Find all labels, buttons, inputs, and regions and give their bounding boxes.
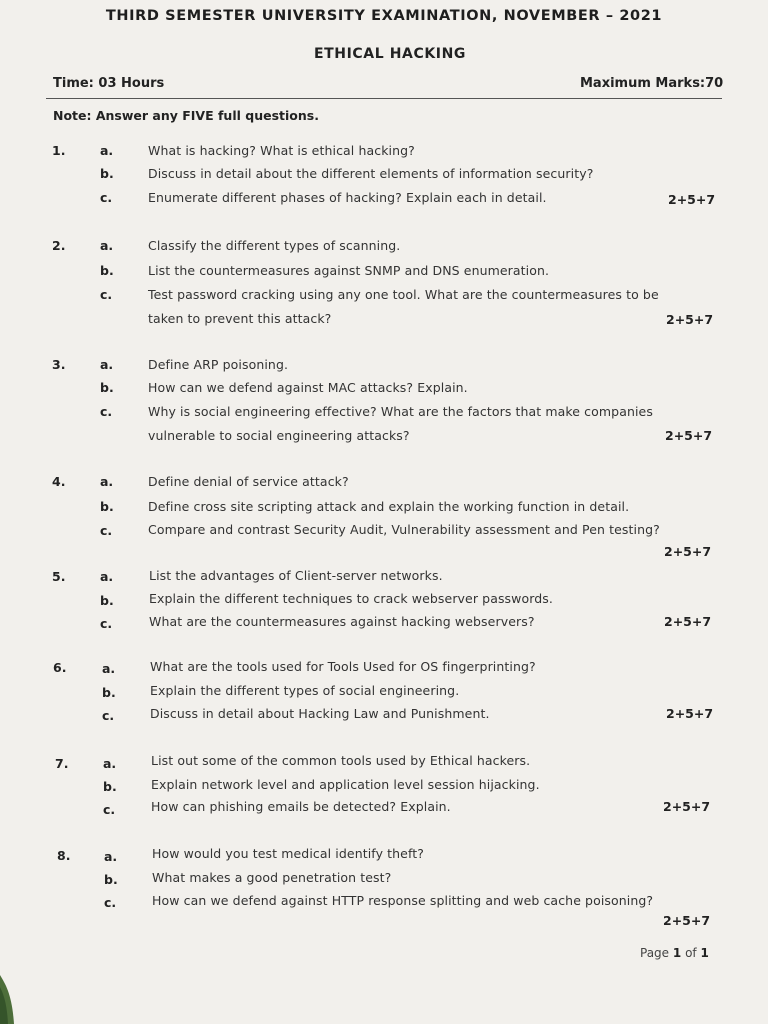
leaf-corner-image <box>0 975 16 1024</box>
question-text: Explain the different types of social engineering. <box>150 683 460 698</box>
question-number: 8. <box>57 848 71 863</box>
question-text: Define ARP poisoning. <box>148 357 289 372</box>
marks-allocation: 2+5+7 <box>666 312 714 327</box>
time-label: Time: 03 Hours <box>53 76 165 91</box>
part-label: a. <box>100 357 114 372</box>
question-text-continued: vulnerable to social engineering attacks? <box>148 428 410 443</box>
part-label: c. <box>102 708 115 723</box>
part-label: a. <box>100 238 114 253</box>
part-label: b. <box>100 380 114 395</box>
question-text: What are the countermeasures against hacking webservers? <box>149 614 535 629</box>
question-number: 3. <box>52 357 66 372</box>
part-label: c. <box>100 190 113 205</box>
question-number: 2. <box>52 238 66 253</box>
question-text: How would you test medical identify theft? <box>152 846 424 861</box>
marks-allocation: 2+5+7 <box>663 913 711 928</box>
question-text: Discuss in detail about the different elements of information security? <box>148 166 594 181</box>
question-text: What makes a good penetration test? <box>152 870 392 885</box>
part-label: a. <box>102 661 116 676</box>
question-text: List the advantages of Client-server networks. <box>149 568 443 583</box>
question-number: 4. <box>52 474 66 489</box>
question-text: Define cross site scripting attack and explain the working function in detail. <box>148 499 630 514</box>
marks-allocation: 2+5+7 <box>666 706 714 721</box>
subject-title: ETHICAL HACKING <box>313 46 467 62</box>
question-number: 5. <box>52 569 66 584</box>
of-word: of <box>685 946 697 960</box>
question-text: Explain network level and application level session hijacking. <box>151 777 540 792</box>
page-number: 1 <box>672 946 682 960</box>
part-label: a. <box>100 474 114 489</box>
part-label: a. <box>103 756 117 771</box>
question-text: How can phishing emails be detected? Explain. <box>151 799 451 814</box>
question-text: What are the tools used for Tools Used for OS fingerprinting? <box>150 659 536 674</box>
part-label: c. <box>100 616 113 631</box>
part-label: b. <box>100 166 114 181</box>
question-text: How can we defend against MAC attacks? Explain. <box>148 380 468 395</box>
question-number: 1. <box>52 143 66 158</box>
marks-allocation: 2+5+7 <box>664 544 712 559</box>
marks-allocation: 2+5+7 <box>668 192 716 207</box>
question-text: Define denial of service attack? <box>148 474 349 489</box>
question-text: Discuss in detail about Hacking Law and Punishment. <box>150 706 490 721</box>
part-label: b. <box>100 593 114 608</box>
question-text: Classify the different types of scanning. <box>148 238 401 253</box>
question-number: 6. <box>53 660 67 675</box>
max-marks-label: Maximum Marks:70 <box>580 76 724 91</box>
part-label: b. <box>104 872 118 887</box>
question-number: 7. <box>55 756 69 771</box>
marks-allocation: 2+5+7 <box>664 614 712 629</box>
part-label: c. <box>100 523 113 538</box>
question-text-continued: taken to prevent this attack? <box>148 311 332 326</box>
part-label: a. <box>104 849 118 864</box>
question-text: Enumerate different phases of hacking? Explain each in detail. <box>148 190 547 205</box>
part-label: c. <box>103 802 116 817</box>
part-label: c. <box>100 287 113 302</box>
question-text: List out some of the common tools used by Ethical hackers. <box>151 753 531 768</box>
part-label: a. <box>100 569 114 584</box>
question-text: Compare and contrast Security Audit, Vulnerability assessment and Pen testing? <box>148 522 660 537</box>
page-total: 1 <box>700 946 709 960</box>
question-text: Test password cracking using any one tool. What are the countermeasures to be <box>148 287 659 302</box>
question-text: What is hacking? What is ethical hacking? <box>148 143 415 158</box>
question-text: List the countermeasures against SNMP and DNS enumeration. <box>148 263 550 278</box>
part-label: b. <box>103 779 117 794</box>
marks-allocation: 2+5+7 <box>665 428 713 443</box>
part-label: b. <box>100 263 114 278</box>
exam-title: THIRD SEMESTER UNIVERSITY EXAMINATION, NOVEMBER – 2021 <box>105 8 663 24</box>
part-label: a. <box>100 143 114 158</box>
page-indicator <box>640 946 709 960</box>
question-text: Explain the different techniques to crack webserver passwords. <box>149 591 553 606</box>
part-label: b. <box>100 499 114 514</box>
marks-allocation: 2+5+7 <box>663 799 711 814</box>
page-word: Page <box>640 946 670 960</box>
header-divider <box>46 98 722 99</box>
question-text: How can we defend against HTTP response splitting and web cache poisoning? <box>152 893 654 908</box>
instructions-note: Note: Answer any FIVE full questions. <box>53 108 319 123</box>
part-label: b. <box>102 685 116 700</box>
part-label: c. <box>104 895 117 910</box>
part-label: c. <box>100 404 113 419</box>
question-text: Why is social engineering effective? What are the factors that make companies <box>148 404 653 419</box>
